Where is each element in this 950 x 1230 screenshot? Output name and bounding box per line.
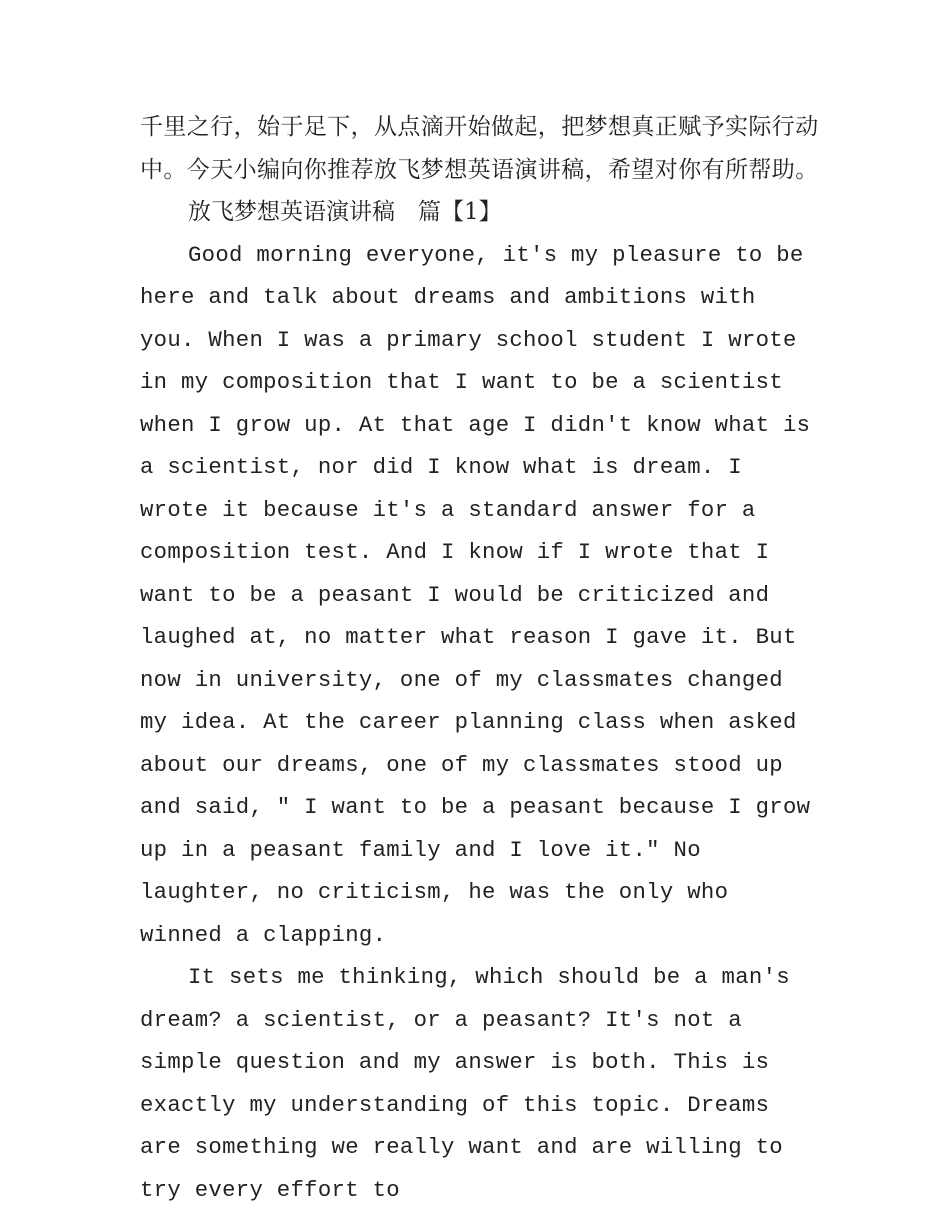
body-paragraph-1: Good morning everyone, it's my pleasure to be here and talk about dreams and ambitions with you. When I was a primary school student I wrote in my composition that I want to be a scientist when I grow up. At that age I didn't know what is a scientist, nor did I know what is dream. I wrote it because it's a standard answer for a composition test. And I know if I wrote that I want to be a peasant I would be criticized and laughed at, no matter what reason I gave it. But now in university, one of my classmates changed my idea. At the career planning class when asked about our dreams, one of my classmates stood up and said, " I want to be a peasant because I grow up in a peasant family and I love it." No laughter, no criticism, he was the only who winned a clapping. — [140, 241, 825, 948]
intro-paragraph: 千里之行，始于足下，从点滴开始做起，把梦想真正赋予实际行动中。今天小编向你推荐放飞梦想英语演讲稿，希望对你有所帮助。 — [140, 114, 819, 183]
document-body — [140, 106, 825, 1211]
section-heading: 放飞梦想英语演讲稿 篇【1】 — [188, 199, 502, 225]
body-paragraph-2: It sets me thinking, which should be a man's dream? a scientist, or a peasant? It's not a simple question and my answer is both. This is exactly my understanding of this topic. Dreams are something we really want and are willing to try every effort to — [140, 964, 804, 1203]
